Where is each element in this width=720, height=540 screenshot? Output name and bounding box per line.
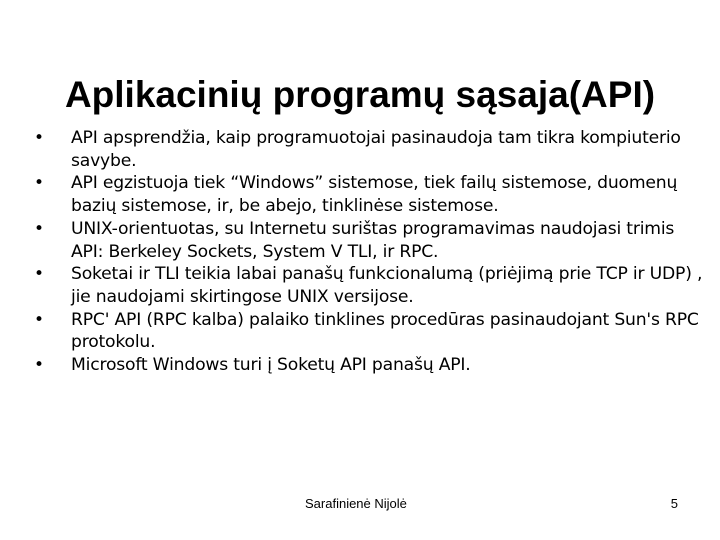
bullet-dot-icon: • <box>34 309 44 330</box>
bullet-dot-icon: • <box>34 218 44 239</box>
bullet-text: UNIX-orientuotas, su Internetu surištas programavimas naudojasi trimis API: Berkeley Sockets, System V TLI, ir RPC. <box>71 218 675 262</box>
bullet-dot-icon: • <box>34 264 44 285</box>
page-number: 5 <box>670 496 678 511</box>
bullet-item <box>34 263 704 308</box>
bullet-list <box>34 127 704 377</box>
bullet-dot-icon: • <box>34 355 44 376</box>
footer-author: Sarafinienė Nijolė <box>305 496 407 511</box>
bullet-text: API apsprendžia, kaip programuotojai pasinaudoja tam tikra kompiuterio savybe. <box>71 128 681 171</box>
bullet-dot-icon: • <box>34 128 44 148</box>
bullet-dot-icon: • <box>34 173 44 194</box>
bullet-text: Microsoft Windows turi į Soketų API panašų API. <box>71 355 471 376</box>
bullet-text: API egzistuoja tiek “Windows” sistemose, tiek failų sistemose, duomenų bazių sistemose, ir, be abejo, tinklinėse sistemose. <box>71 173 678 217</box>
bullet-item <box>34 127 704 172</box>
bullet-item <box>34 309 704 354</box>
bullet-item <box>34 172 704 217</box>
bullet-item <box>34 218 704 263</box>
slide-title: Aplikacinių programų sąsaja(API) <box>64 73 656 115</box>
bullet-item <box>34 354 704 377</box>
bullet-text: Soketai ir TLI teikia labai panašų funkcionalumą (priėjimą prie TCP ir UDP) , jie naudojami skirtingose UNIX versijose. <box>71 264 703 307</box>
bullet-text: RPC' API (RPC kalba) palaiko tinklines procedūras pasinaudojant Sun's RPC protokolu. <box>71 309 699 353</box>
